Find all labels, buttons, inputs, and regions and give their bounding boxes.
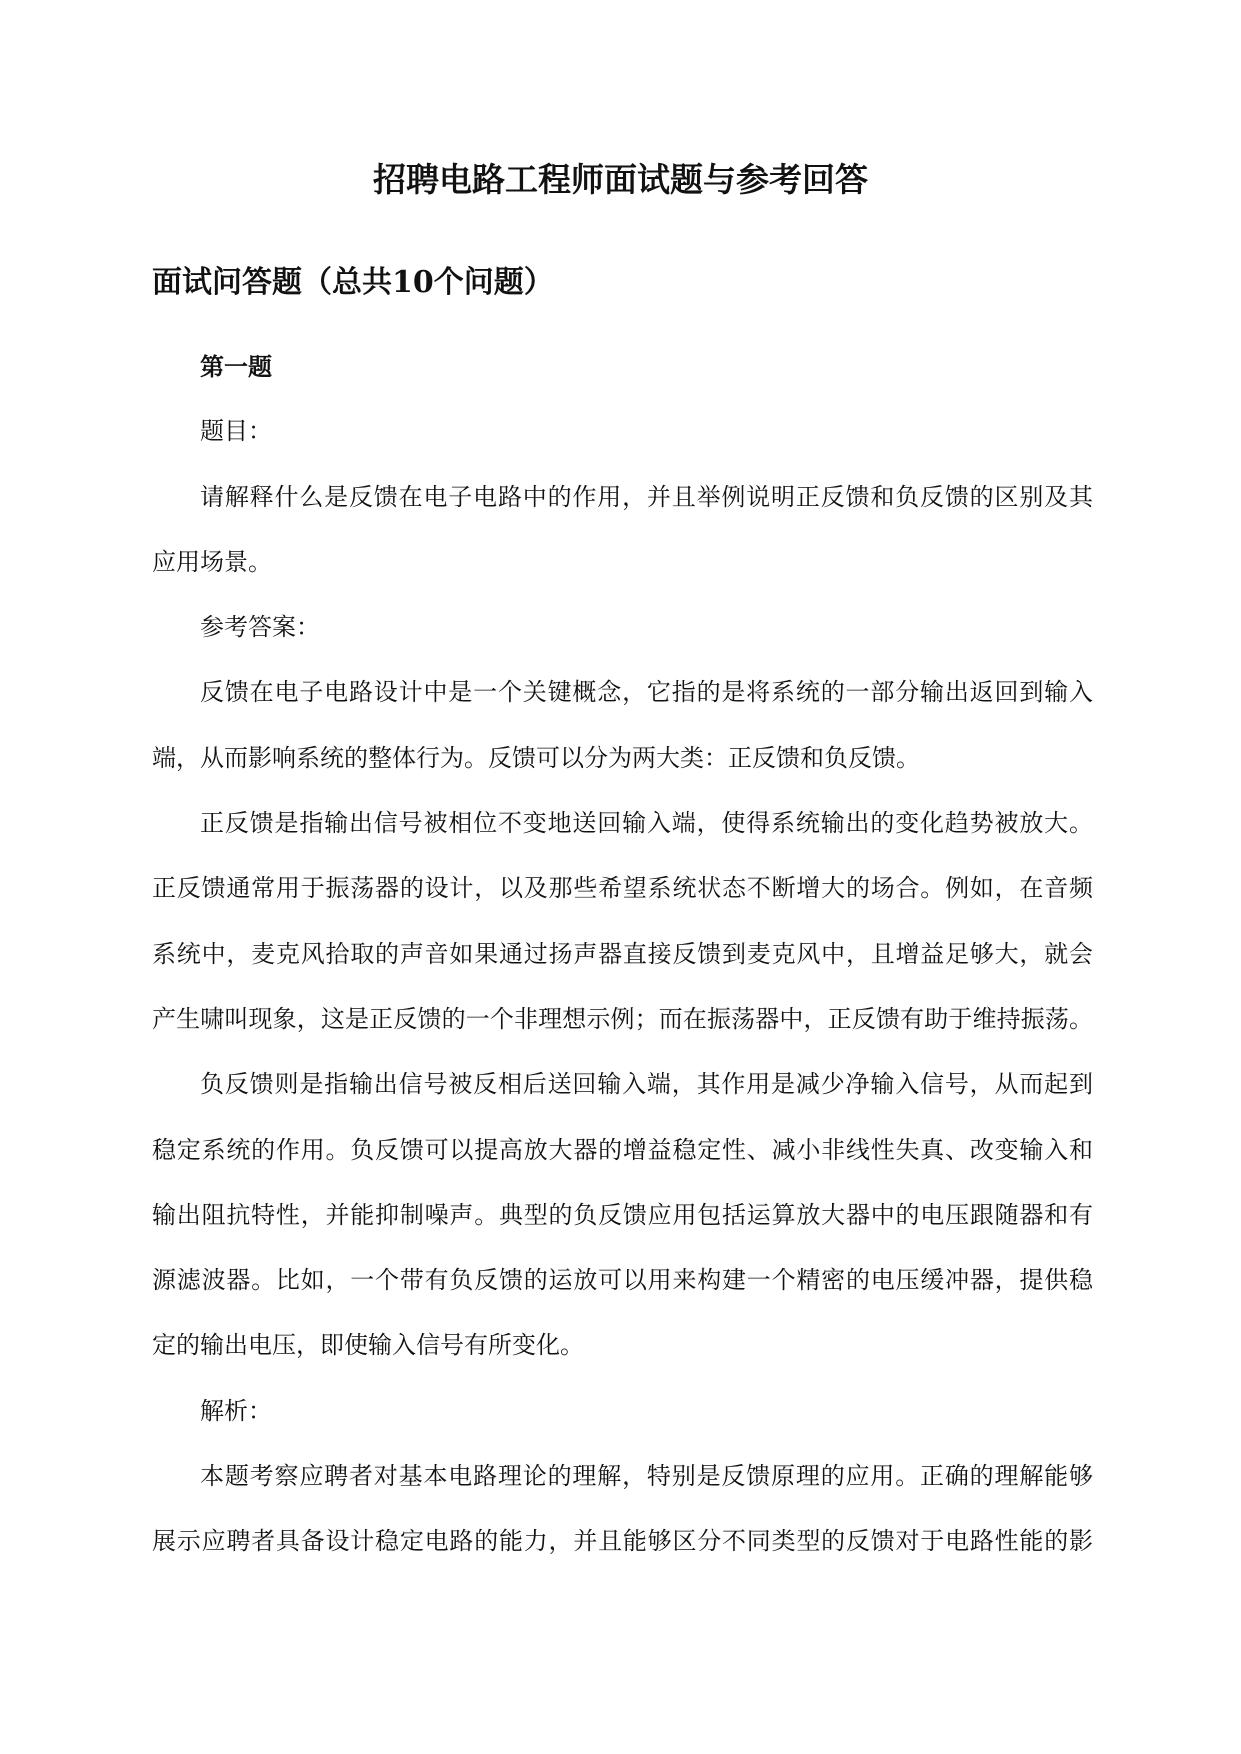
question-number: 第一题 <box>200 352 272 381</box>
paragraph-line: 正反馈是指输出信号被相位不变地送回输入端，使得系统输出的变化趋势被放大。 <box>200 809 1093 838</box>
paragraph-line: 正反馈通常用于振荡器的设计，以及那些希望系统状态不断增大的场合。例如，在音频 <box>152 874 1093 903</box>
answer-paragraph <box>152 660 1093 791</box>
answer-paragraph <box>152 791 1093 1052</box>
paragraph-line: 源滤波器。比如，一个带有负反馈的运放可以用来构建一个精密的电压缓冲器，提供稳 <box>152 1266 1093 1295</box>
answer-label: 参考答案： <box>200 613 320 642</box>
prompt-paragraph <box>152 465 1093 596</box>
paragraph-line: 产生啸叫现象，这是正反馈的一个非理想示例；而在振荡器中，正反馈有助于维持振荡。 <box>152 1004 1093 1033</box>
paragraph-line: 展示应聘者具备设计稳定电路的能力，并且能够区分不同类型的反馈对于电路性能的影 <box>152 1527 1093 1556</box>
paragraph-line: 稳定系统的作用。负反馈可以提高放大器的增益稳定性、减小非线性失真、改变输入和 <box>152 1135 1093 1164</box>
paragraph-line: 应用场景。 <box>152 547 272 576</box>
paragraph-line: 输出阻抗特性，并能抑制噪声。典型的负反馈应用包括运算放大器中的电压跟随器和有 <box>152 1200 1093 1229</box>
document-body <box>152 334 1093 1575</box>
prompt-label: 题目： <box>200 417 272 446</box>
analysis-paragraph <box>152 1444 1093 1575</box>
analysis-label: 解析： <box>200 1396 272 1425</box>
section-heading: 面试问答题（总共10个问题） <box>152 265 554 300</box>
paragraph-line: 端，从而影响系统的整体行为。反馈可以分为两大类：正反馈和负反馈。 <box>152 743 920 772</box>
paragraph-line: 请解释什么是反馈在电子电路中的作用，并且举例说明正反馈和负反馈的区别及其 <box>200 482 1093 511</box>
answer-paragraph <box>152 1052 1093 1378</box>
document-title: 招聘电路工程师面试题与参考回答 <box>373 160 868 199</box>
paragraph-line: 本题考察应聘者对基本电路理论的理解，特别是反馈原理的应用。正确的理解能够 <box>200 1462 1093 1491</box>
paragraph-line: 反馈在电子电路设计中是一个关键概念，它指的是将系统的一部分输出返回到输入 <box>200 678 1093 707</box>
paragraph-line: 负反馈则是指输出信号被反相后送回输入端，其作用是减少净输入信号，从而起到 <box>200 1070 1093 1099</box>
paragraph-line: 系统中，麦克风拾取的声音如果通过扬声器直接反馈到麦克风中，且增益足够大，就会 <box>152 939 1093 968</box>
paragraph-line: 定的输出电压，即使输入信号有所变化。 <box>152 1331 584 1360</box>
